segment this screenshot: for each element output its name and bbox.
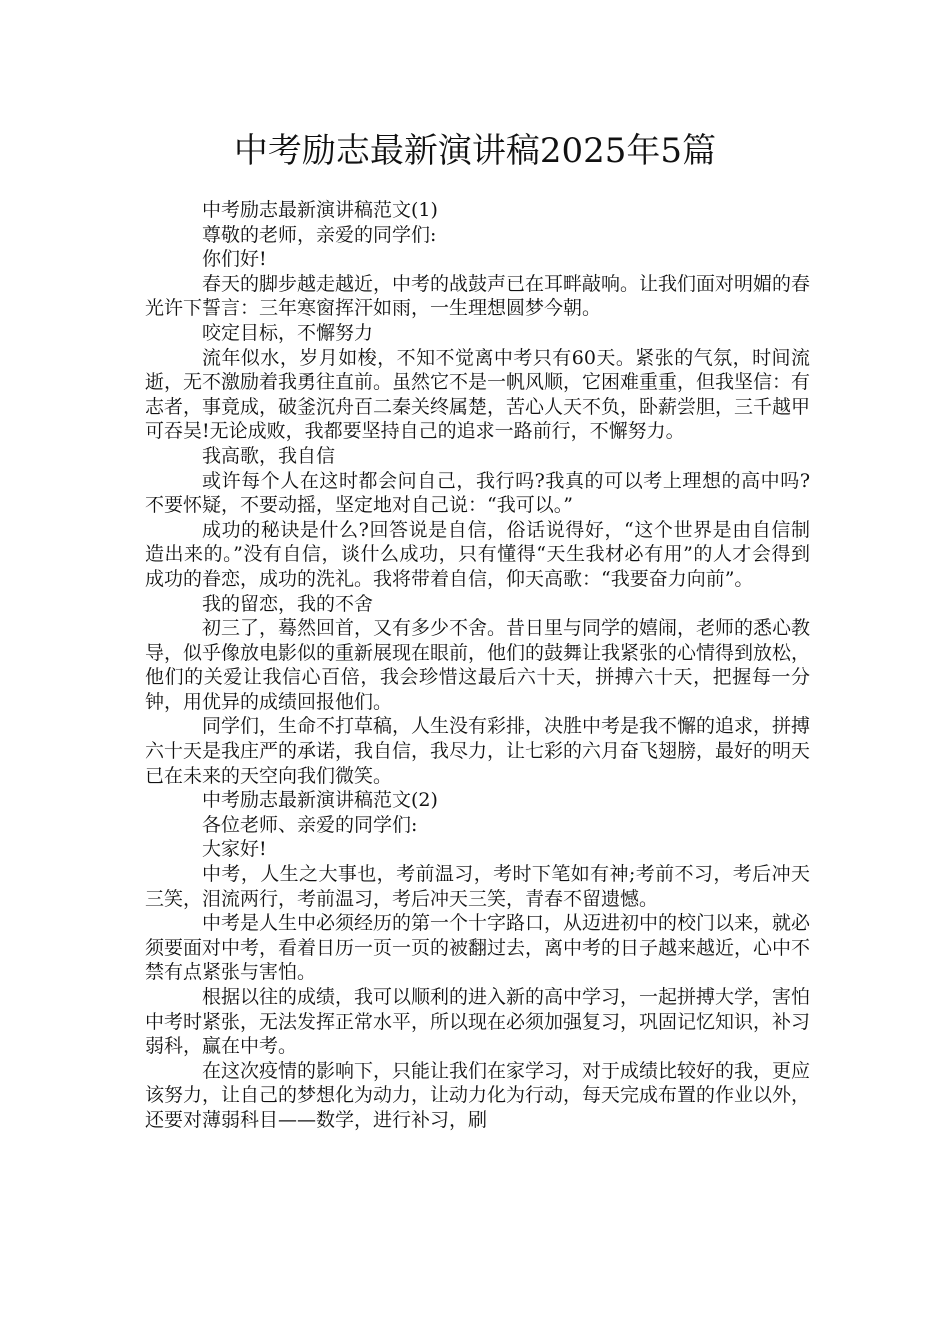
section-heading: 咬定目标，不懈努力 (202, 321, 374, 344)
paragraph: 流年似水，岁月如梭，不知不觉离中考只有60天。紧张的气氛，时间流逝，无不激励着我勇往直前。虽然它不是一帆风顺，它困难重重，但我坚信：有志者，事竟成，破釜沉舟百二秦关终属楚，苦心人天不负，卧薪尝胆，三千越甲可吞吴!无论成败，我都要坚持自己的追求一路前行，不懈努力。 (145, 346, 811, 443)
paragraph: 同学们，生命不打草稿，人生没有彩排，决胜中考是我不懈的追求，拼搏六十天是我庄严的承诺，我自信，我尽力，让七彩的六月奋飞翅膀，最好的明天已在未来的天空向我们微笑。 (145, 715, 811, 787)
paragraph: 尊敬的老师，亲爱的同学们: (202, 223, 437, 246)
section-heading: 我高歌，我自信 (202, 444, 336, 467)
paragraph: 中考，人生之大事也，考前温习，考时下笔如有神;考前不习，考后冲天三笑，泪流两行，考前温习，考后冲天三笑，青春不留遗憾。 (145, 863, 810, 910)
paragraph: 成功的秘诀是什么?回答说是自信，俗话说得好，“这个世界是由自信制造出来的。”没有自信，谈什么成功，只有懂得“天生我材必有用”的人才会得到成功的眷恋，成功的洗礼。我将带着自信，仰天高歌：“我要奋力向前”。 (145, 518, 810, 590)
paragraph: 或许每个人在这时都会问自己，我行吗?我真的可以考上理想的高中吗?不要怀疑，不要动摇，坚定地对自己说：“我可以。” (145, 469, 810, 517)
paragraph: 根据以往的成绩，我可以顺利的进入新的高中学习，一起拼搏大学，害怕中考时紧张，无法发挥正常水平，所以现在必须加强复习，巩固记忆知识，补习弱科，赢在中考。 (145, 986, 811, 1058)
paragraph: 中考励志最新演讲稿范文(1) (202, 199, 438, 221)
section-heading: 我的留恋，我的不舍 (202, 592, 374, 615)
paragraph: 你们好! (202, 248, 267, 271)
paragraph: 春天的脚步越走越近，中考的战鼓声已在耳畔敲响。让我们面对明媚的春光许下誓言：三年寒窗挥汗如雨，一生理想圆梦今朝。 (145, 272, 811, 320)
paragraph: 中考是人生中必须经历的第一个十字路口，从迈进初中的校门以来，就必须要面对中考，看着日历一页一页的被翻过去，离中考的日子越来越近，心中不禁有点紧张与害怕。 (145, 912, 811, 984)
paragraph: 大家好! (202, 838, 267, 861)
paragraph: 在这次疫情的影响下，只能让我们在家学习，对于成绩比较好的我，更应该努力，让自己的梦想化为动力，让动力化为行动，每天完成布置的作业以外，还要对薄弱科目——数学，进行补习，刷 (145, 1059, 811, 1131)
paragraph: 各位老师、亲爱的同学们: (202, 813, 418, 836)
document-title: 中考励志最新演讲稿2025年5篇 (233, 131, 717, 171)
paragraph: 初三了，蓦然回首，又有多少不舍。昔日里与同学的嬉闹，老师的悉心教导，似乎像放电影似的重新展现在眼前，他们的鼓舞让我紧张的心情得到放松，他们的关爱让我信心百倍，我会珍惜这最后六十天，拼搏六十天，把握每一分钟，用优异的成绩回报他们。 (145, 617, 811, 713)
document-body (145, 198, 810, 1133)
paragraph: 中考励志最新演讲稿范文(2) (202, 789, 438, 812)
